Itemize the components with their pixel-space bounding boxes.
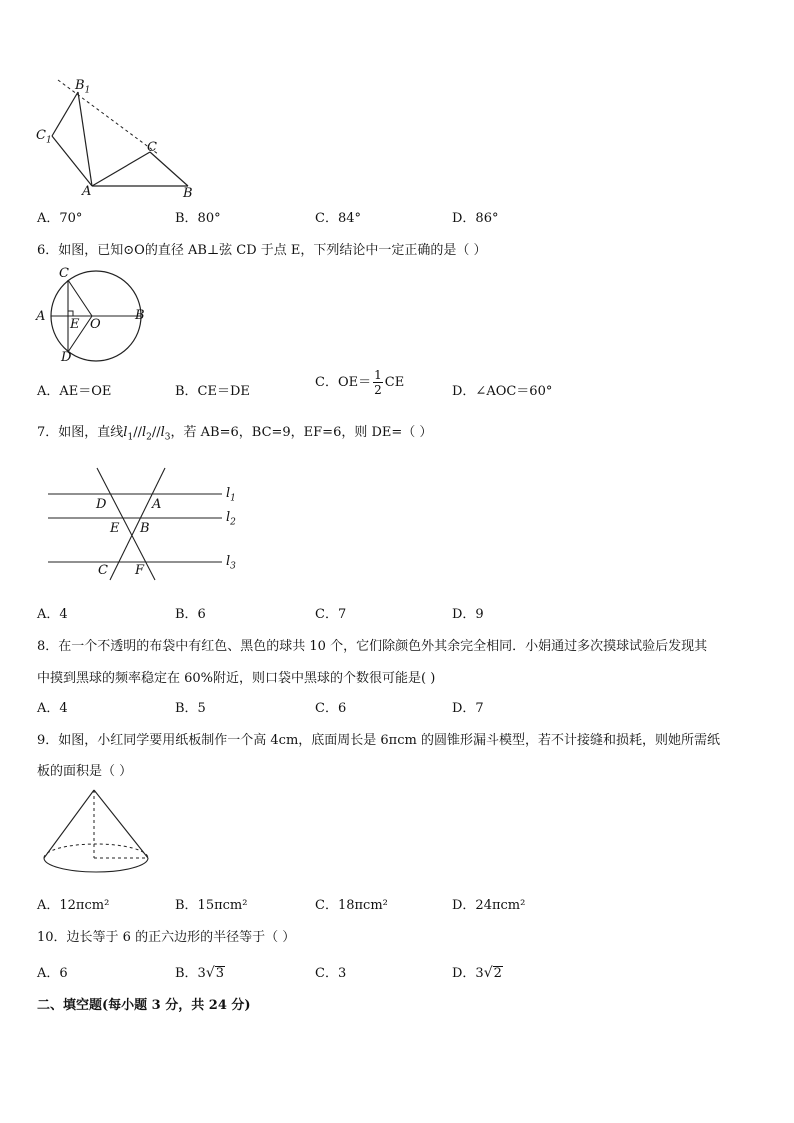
q6-label-b: B: [135, 308, 145, 323]
q5-option-c[interactable]: C．84°: [315, 211, 361, 226]
q8-option-d[interactable]: D．7: [452, 701, 484, 716]
q9-stem-line1: 9．如图，小红同学要用纸板制作一个高 4cm，底面周长是 6πcm 的圆锥形漏斗模型，若不计接缝和损耗，则她所需纸: [37, 733, 720, 748]
q5-label-a: A: [82, 184, 92, 199]
q6-label-c: C: [59, 266, 69, 281]
q8-option-c[interactable]: C．6: [315, 701, 347, 716]
q6-option-c-suffix: CE: [384, 375, 405, 390]
q5-option-b[interactable]: B．80°: [175, 211, 221, 226]
q7-option-a[interactable]: A．4: [37, 607, 68, 622]
q9-option-d[interactable]: D．24πcm²: [452, 898, 526, 913]
q8-option-b[interactable]: B．5: [175, 701, 206, 716]
q5-label-b: B: [183, 186, 193, 201]
sqrt-sign-icon: √: [483, 965, 493, 981]
q6-label-e: E: [70, 317, 80, 332]
q7-label-c: C: [98, 563, 108, 578]
q10-option-d-radicand: 2: [493, 966, 502, 981]
q6-label-d: D: [61, 350, 72, 365]
q10-option-b-radicand: 3: [215, 966, 225, 981]
q8-stem-line1: 8．在一个不透明的布袋中有红色、黑色的球共 10 个，它们除颜色外其余完全相同．小娟通过多次摸球试验后发现其: [37, 639, 708, 654]
q5-option-d[interactable]: D．86°: [452, 211, 499, 226]
q10-option-b[interactable]: [175, 962, 225, 981]
q5-option-a[interactable]: A．70°: [37, 211, 83, 226]
q5-label-b1: $B_1$: [75, 78, 91, 96]
q6-option-a[interactable]: A．AE＝OE: [37, 384, 112, 399]
q10-stem: 10．边长等于 6 的正六边形的半径等于（ ）: [37, 930, 296, 945]
q7-label-a: A: [152, 497, 162, 512]
q7-option-c[interactable]: C．7: [315, 607, 347, 622]
q7-label-l2: $l_2$: [226, 510, 236, 528]
q6-option-d[interactable]: D．∠AOC＝60°: [452, 384, 553, 399]
q6-stem: 6．如图，已知⊙O的直径 AB⊥弦 CD 于点 E，下列结论中一定正确的是（ ）: [37, 243, 487, 258]
q7-label-l3: $l_3$: [226, 554, 236, 572]
q7-label-d: D: [96, 497, 107, 512]
q7-label-b: B: [140, 521, 150, 536]
q10-option-a[interactable]: A．6: [37, 966, 68, 981]
q7-stem: 7．如图，直线$l_1//l_2//l_3$，若 AB=6，BC=9，EF=6，则 DE=（ ）: [37, 425, 433, 443]
q6-option-b[interactable]: B．CE＝DE: [175, 384, 250, 399]
sqrt-sign-icon: √: [205, 965, 215, 981]
q7-label-f: F: [135, 563, 145, 578]
q10-option-c[interactable]: C．3: [315, 966, 347, 981]
q7-label-e: E: [110, 521, 120, 536]
q6-option-c-prefix: C．OE＝: [315, 375, 372, 390]
q7-label-l1: $l_1$: [226, 486, 236, 504]
q9-option-a[interactable]: A．12πcm²: [37, 898, 110, 913]
q9-option-b[interactable]: B．15πcm²: [175, 898, 248, 913]
q9-stem-line2: 板的面积是（ ）: [37, 764, 133, 779]
q8-option-a[interactable]: A．4: [37, 701, 68, 716]
q5-label-c: C: [147, 140, 157, 155]
q10-option-d[interactable]: [452, 962, 503, 981]
q9-cone-figure: [38, 786, 158, 878]
q7-option-d[interactable]: D．9: [452, 607, 484, 622]
q6-label-a: A: [36, 309, 46, 324]
q5-label-c1: $C_1$: [36, 128, 52, 146]
q9-option-c[interactable]: C．18πcm²: [315, 898, 388, 913]
q6-label-o: O: [90, 317, 101, 332]
q6-option-c-fraction: $\frac{1}{2}$: [374, 368, 382, 397]
q8-stem-line2: 中摸到黑球的频率稳定在 60%附近，则口袋中黑球的个数很可能是( ): [37, 671, 436, 686]
q6-option-c[interactable]: [315, 368, 404, 397]
q7-option-b[interactable]: B．6: [175, 607, 206, 622]
section-heading-fill-in: 二、填空题(每小题 3 分，共 24 分): [37, 998, 251, 1013]
q5-figure: [30, 74, 210, 204]
q10-option-d-prefix: D．3: [452, 966, 484, 981]
q10-option-b-prefix: B．3: [175, 966, 206, 981]
